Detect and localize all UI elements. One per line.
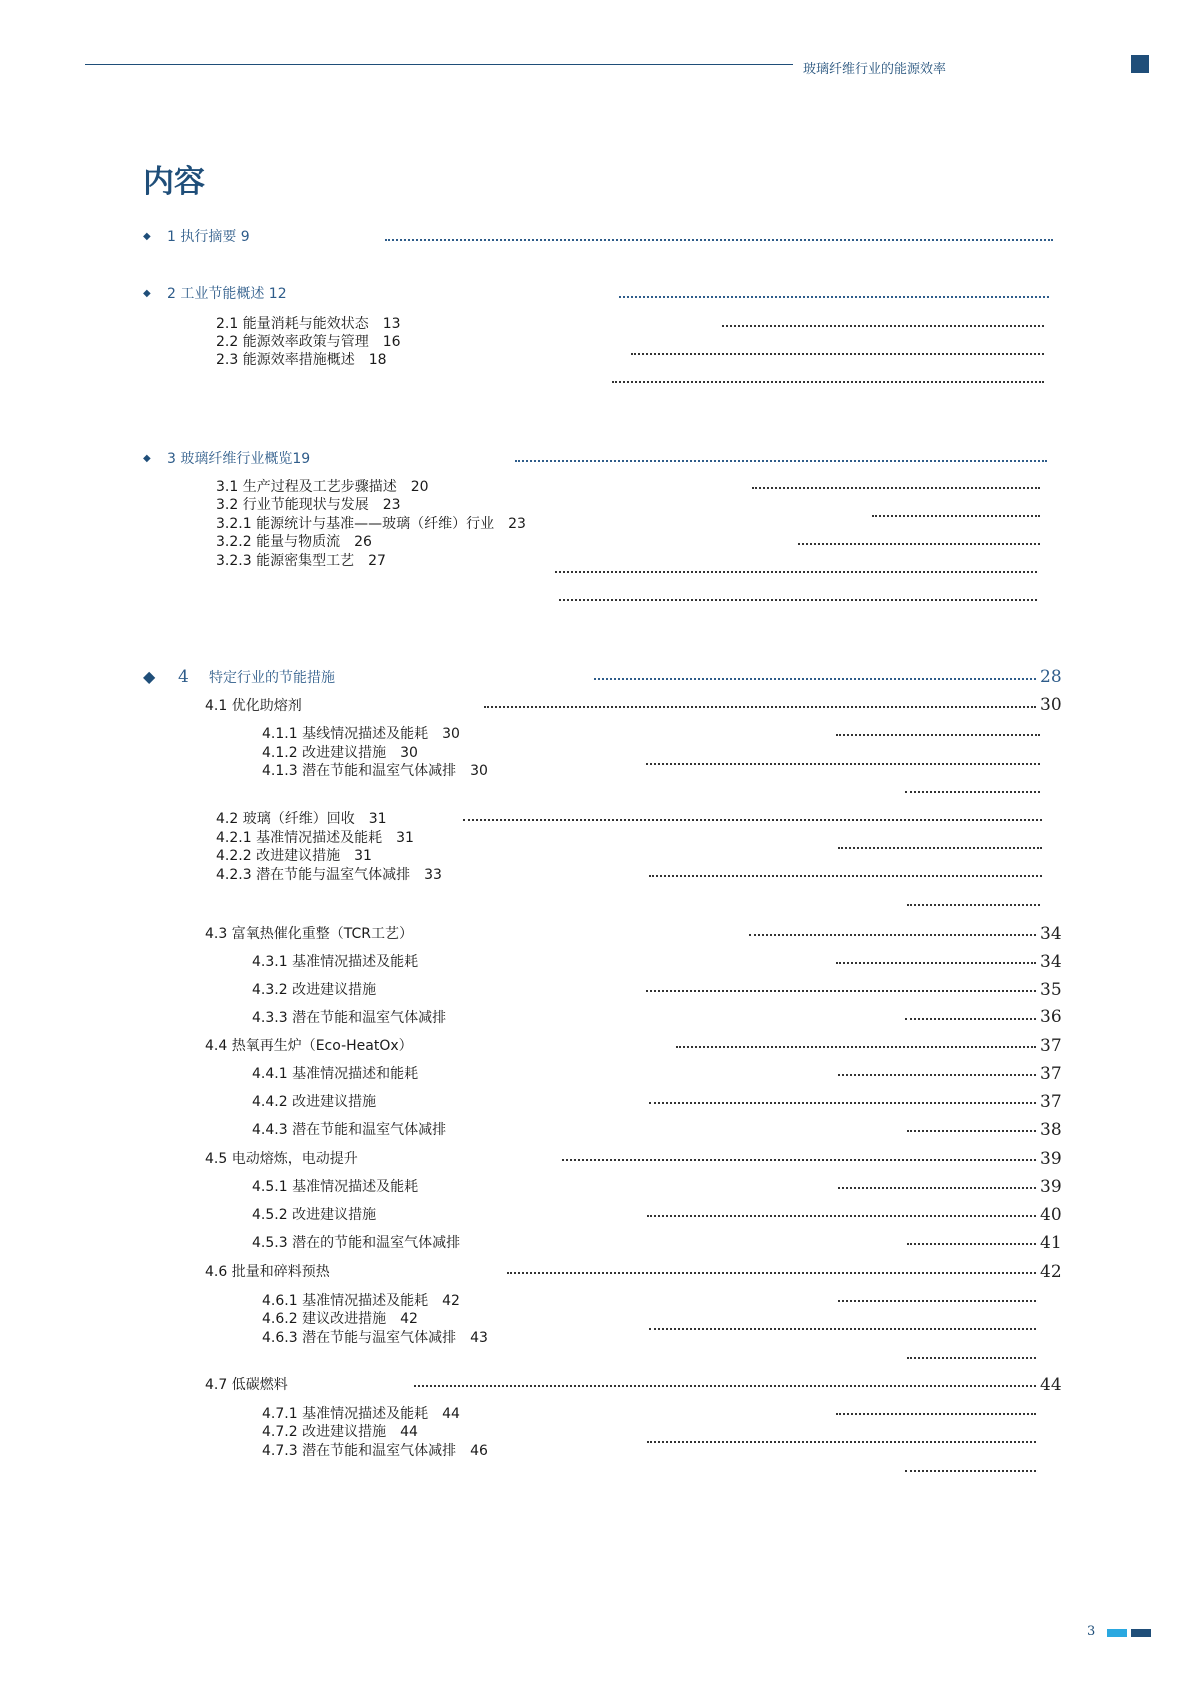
- toc-entry-4-2-3[interactable]: 4.2.3 潜在节能与温室气体减排 33: [216, 867, 442, 883]
- diamond-bullet-icon: ◆: [143, 667, 156, 686]
- leader-dots: [907, 1357, 1036, 1359]
- toc-entry-4-4-2[interactable]: 4.4.2 改进建议措施: [252, 1094, 377, 1110]
- running-header-title: 玻璃纤维行业的能源效率: [803, 62, 947, 77]
- leader-dots: [907, 904, 1040, 906]
- leader-dots: [562, 1159, 1036, 1161]
- leader-dots: [385, 239, 1053, 241]
- leader-dots: [649, 875, 1042, 877]
- footer-accent-bar-dark: [1131, 1629, 1151, 1637]
- toc-entry-3-2-2[interactable]: 3.2.2 能量与物质流 26: [216, 534, 372, 550]
- leader-dots: [836, 734, 1040, 736]
- leader-dots: [749, 934, 1036, 936]
- leader-dots: [559, 599, 1037, 601]
- leader-dots: [594, 678, 1036, 680]
- toc-entry-4-number: 4: [178, 667, 189, 687]
- toc-entry-2[interactable]: 2 工业节能概述 12: [167, 286, 287, 302]
- toc-entry-2-1[interactable]: 2.1 能量消耗与能效状态 13: [216, 316, 401, 332]
- diamond-bullet-icon: ◆: [143, 231, 151, 242]
- toc-entry-4-6[interactable]: 4.6 批量和碎料预热: [205, 1264, 330, 1280]
- leader-dots: [872, 515, 1040, 517]
- page-number: 36: [1040, 1007, 1062, 1027]
- header-rule: [85, 64, 793, 65]
- toc-entry-4-6-3[interactable]: 4.6.3 潜在节能与温室气体减排 43: [262, 1330, 488, 1346]
- header-square-mark: [1131, 55, 1149, 73]
- leader-dots: [463, 819, 1042, 821]
- leader-dots: [752, 487, 1040, 489]
- diamond-bullet-icon: ◆: [143, 453, 151, 464]
- leader-dots: [619, 296, 1049, 298]
- toc-entry-4-5-3[interactable]: 4.5.3 潜在的节能和温室气体减排: [252, 1235, 461, 1251]
- leader-dots: [515, 460, 1047, 462]
- leader-dots: [646, 763, 1040, 765]
- leader-dots: [649, 1102, 1036, 1104]
- toc-entry-3-2-3[interactable]: 3.2.3 能源密集型工艺 27: [216, 553, 386, 569]
- page-number: 35: [1040, 980, 1062, 1000]
- leader-dots: [905, 1470, 1036, 1472]
- toc-entry-4-7-3[interactable]: 4.7.3 潜在节能和温室气体减排 46: [262, 1443, 488, 1459]
- page-number: 37: [1040, 1036, 1062, 1056]
- leader-dots: [647, 1441, 1036, 1443]
- page-number: 37: [1040, 1064, 1062, 1084]
- page-number: 41: [1040, 1233, 1062, 1253]
- toc-entry-4-3-1[interactable]: 4.3.1 基准情况描述及能耗: [252, 954, 419, 970]
- page-number: 39: [1040, 1177, 1062, 1197]
- toc-entry-4[interactable]: 特定行业的节能措施: [209, 670, 335, 686]
- footer-accent-bar-light: [1107, 1629, 1127, 1637]
- toc-entry-4-7-2[interactable]: 4.7.2 改进建议措施 44: [262, 1424, 418, 1440]
- leader-dots: [484, 706, 1036, 708]
- leader-dots: [676, 1046, 1036, 1048]
- diamond-bullet-icon: ◆: [143, 288, 151, 299]
- page-number: 34: [1040, 924, 1062, 944]
- leader-dots: [838, 847, 1042, 849]
- page-number: 40: [1040, 1205, 1062, 1225]
- leader-dots: [631, 353, 1044, 355]
- leader-dots: [838, 1300, 1036, 1302]
- toc-entry-4-2-1[interactable]: 4.2.1 基准情况描述及能耗 31: [216, 830, 414, 846]
- toc-entry-4-4-3[interactable]: 4.4.3 潜在节能和温室气体减排: [252, 1122, 447, 1138]
- toc-entry-4-1[interactable]: 4.1 优化助熔剂: [205, 698, 302, 714]
- leader-dots: [838, 1187, 1036, 1189]
- toc-entry-4-1-1[interactable]: 4.1.1 基线情况描述及能耗 30: [262, 726, 460, 742]
- toc-entry-4-6-2[interactable]: 4.6.2 建议改进措施 42: [262, 1311, 418, 1327]
- leader-dots: [414, 1385, 1036, 1387]
- toc-entry-4-1-2[interactable]: 4.1.2 改进建议措施 30: [262, 745, 418, 761]
- toc-entry-4-7[interactable]: 4.7 低碳燃料: [205, 1377, 288, 1393]
- toc-entry-4-2[interactable]: 4.2 玻璃（纤维）回收 31: [216, 811, 387, 827]
- toc-entry-4-5-1[interactable]: 4.5.1 基准情况描述及能耗: [252, 1179, 419, 1195]
- toc-entry-4-3[interactable]: 4.3 富氧热催化重整（TCR工艺）: [205, 926, 413, 942]
- toc-entry-3-2-1[interactable]: 3.2.1 能源统计与基准——玻璃（纤维）行业 23: [216, 516, 526, 532]
- leader-dots: [612, 381, 1044, 383]
- toc-entry-4-4-1[interactable]: 4.4.1 基准情况描述和能耗: [252, 1066, 419, 1082]
- toc-entry-4-4[interactable]: 4.4 热氧再生炉（Eco-HeatOx）: [205, 1038, 413, 1054]
- leader-dots: [907, 1243, 1036, 1245]
- leader-dots: [555, 571, 1037, 573]
- toc-entry-3-2[interactable]: 3.2 行业节能现状与发展 23: [216, 497, 401, 513]
- toc-entry-3-1[interactable]: 3.1 生产过程及工艺步骤描述 20: [216, 479, 429, 495]
- toc-entry-4-1-3[interactable]: 4.1.3 潜在节能和温室气体减排 30: [262, 763, 488, 779]
- toc-entry-4-5[interactable]: 4.5 电动熔炼，电动提升: [205, 1151, 358, 1167]
- page-title: 内容: [143, 164, 205, 200]
- page-number: 30: [1040, 695, 1062, 715]
- leader-dots: [838, 1074, 1036, 1076]
- toc-entry-2-2[interactable]: 2.2 能源效率政策与管理 16: [216, 334, 401, 350]
- toc-entry-4-2-2[interactable]: 4.2.2 改进建议措施 31: [216, 848, 372, 864]
- leader-dots: [905, 1018, 1036, 1020]
- page-number: 39: [1040, 1149, 1062, 1169]
- leader-dots: [836, 962, 1036, 964]
- page-number: 38: [1040, 1120, 1062, 1140]
- toc-entry-2-3[interactable]: 2.3 能源效率措施概述 18: [216, 352, 387, 368]
- leader-dots: [722, 325, 1044, 327]
- page-number: 28: [1040, 667, 1062, 687]
- page-number: 37: [1040, 1092, 1062, 1112]
- toc-entry-4-7-1[interactable]: 4.7.1 基准情况描述及能耗 44: [262, 1406, 460, 1422]
- leader-dots: [905, 791, 1040, 793]
- toc-entry-1[interactable]: 1 执行摘要 9: [167, 229, 250, 245]
- leader-dots: [836, 1413, 1036, 1415]
- leader-dots: [907, 1130, 1036, 1132]
- toc-entry-3[interactable]: 3 玻璃纤维行业概览19: [167, 451, 311, 467]
- footer-page-number: 3: [1087, 1624, 1096, 1639]
- leader-dots: [646, 990, 1036, 992]
- leader-dots: [647, 1215, 1036, 1217]
- page-number: 42: [1040, 1262, 1062, 1282]
- leader-dots: [649, 1328, 1036, 1330]
- toc-entry-4-5-2[interactable]: 4.5.2 改进建议措施: [252, 1207, 377, 1223]
- leader-dots: [507, 1272, 1036, 1274]
- leader-dots: [798, 543, 1040, 545]
- toc-entry-4-3-3[interactable]: 4.3.3 潜在节能和温室气体减排: [252, 1010, 447, 1026]
- toc-entry-4-6-1[interactable]: 4.6.1 基准情况描述及能耗 42: [262, 1293, 460, 1309]
- toc-entry-4-3-2[interactable]: 4.3.2 改进建议措施: [252, 982, 377, 998]
- page-number: 44: [1040, 1375, 1062, 1395]
- page-number: 34: [1040, 952, 1062, 972]
